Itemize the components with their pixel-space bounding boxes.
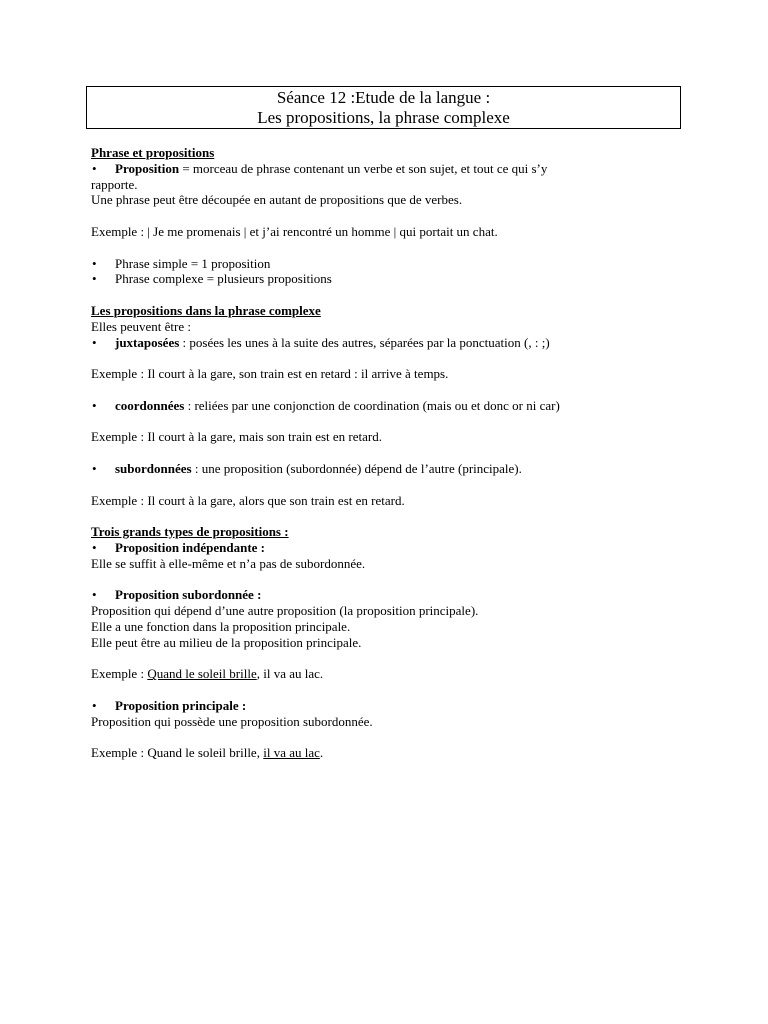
- example-subordonnees-part-2: son train est en retard.: [286, 492, 405, 508]
- example-subordonnee-part-1: Exemple :: [91, 666, 148, 682]
- example-subordonnee-underlined: Quand le soleil brille: [147, 666, 257, 682]
- coordonnees-text: : reliées par une conjonction de coordination (mais ou et donc or ni car): [184, 397, 560, 413]
- bullet-juxtaposees: [91, 335, 691, 351]
- example-principale-part-1: Exemple : Quand le soleil brille,: [91, 745, 264, 761]
- phrase-simple-text: Phrase simple = 1 proposition: [115, 255, 271, 271]
- juxtaposees-text: : posées les unes à la suite des autres, séparées par la ponctuation (, : ;): [179, 334, 550, 350]
- term-juxtaposees: juxtaposées: [115, 334, 180, 350]
- bullet-icon: •: [92, 255, 97, 271]
- independante-text: Elle se suffit à elle-même et n’a pas de subordonnée.: [91, 555, 366, 571]
- example-subordonnees: [91, 493, 691, 509]
- bullet-subordonnee: [91, 587, 691, 603]
- bullet-icon: •: [92, 460, 97, 476]
- term-principale: Proposition principale :: [115, 697, 247, 713]
- bullet-proposition-definition: [91, 161, 691, 177]
- title-line-1: Séance 12 :Etude de la langue :: [276, 87, 491, 107]
- bullet-icon: •: [92, 539, 97, 555]
- bullet-icon: •: [92, 587, 97, 603]
- subordonnee-text-1: Proposition qui dépend d’une autre proposition (la proposition principale).: [91, 603, 479, 619]
- bullet-icon: •: [92, 271, 97, 287]
- bullet-icon: •: [92, 397, 97, 413]
- bullet-subordonnees: [91, 461, 691, 477]
- subordonnees-text: : une proposition (subordonnée) dépend de l’autre (principale).: [191, 460, 522, 476]
- term-independante: Proposition indépendante :: [115, 539, 266, 555]
- example-principale-underlined: il va au lac: [263, 745, 320, 761]
- example-principale: [91, 745, 691, 761]
- bullet-icon: •: [92, 334, 97, 350]
- section-heading-phrase-et-propositions: Phrase et propositions: [91, 145, 215, 160]
- term-subordonnees: subordonnées: [115, 460, 192, 476]
- term-subordonnee: Proposition subordonnée :: [115, 587, 262, 603]
- bullet-independante: [91, 540, 691, 556]
- definition-continuation: rapporte.: [91, 176, 138, 192]
- bullet-principale: [91, 698, 691, 714]
- bullet-phrase-simple: [91, 256, 691, 272]
- example-subordonnees-part-1: Exemple : Il court à la gare,: [91, 492, 239, 508]
- subordonnee-text-2: Elle a une fonction dans la proposition principale.: [91, 618, 351, 634]
- section-heading-trois-types: Trois grands types de propositions :: [91, 524, 289, 540]
- term-proposition: Proposition: [115, 160, 180, 176]
- example-coordonnees: [91, 429, 691, 445]
- intro-text: Elles peuvent être :: [91, 318, 191, 334]
- example-coordonnees-part-2: son train est en retard.: [263, 429, 382, 445]
- example-juxtaposees: Exemple : Il court à la gare, son train est en retard : il arrive à temps.: [91, 366, 449, 382]
- example-text: Exemple : | Je me promenais | et j’ai rencontré un homme | qui portait un chat.: [91, 223, 498, 239]
- bullet-coordonnees: [91, 398, 691, 414]
- example-coordonnees-conjonction: mais: [239, 429, 264, 445]
- example-principale-part-2: .: [319, 745, 324, 761]
- subordonnee-text-3: Elle peut être au milieu de la proposition principale.: [91, 634, 362, 650]
- title-line-2: Les propositions, la phrase complexe: [257, 107, 510, 127]
- example-subordonnees-conjonction: alors que: [239, 492, 287, 508]
- bullet-icon: •: [92, 160, 97, 176]
- document-body: [91, 145, 691, 761]
- bullet-phrase-complexe: [91, 271, 691, 287]
- example-subordonnee: [91, 666, 691, 682]
- term-coordonnees: coordonnées: [115, 397, 185, 413]
- example-subordonnee-part-2: , il va au lac.: [256, 666, 324, 682]
- example-coordonnees-part-1: Exemple : Il court à la gare,: [91, 429, 239, 445]
- bullet-icon: •: [92, 697, 97, 713]
- section-heading-propositions-phrase-complexe: Les propositions dans la phrase complexe: [91, 302, 321, 318]
- title-box: [86, 86, 681, 129]
- definition-text: = morceau de phrase contenant un verbe et son sujet, et tout ce qui s’y: [179, 160, 548, 176]
- note-text: Une phrase peut être découpée en autant de propositions que de verbes.: [91, 192, 463, 208]
- principale-text: Proposition qui possède une proposition subordonnée.: [91, 713, 373, 729]
- phrase-complexe-text: Phrase complexe = plusieurs propositions: [115, 271, 332, 287]
